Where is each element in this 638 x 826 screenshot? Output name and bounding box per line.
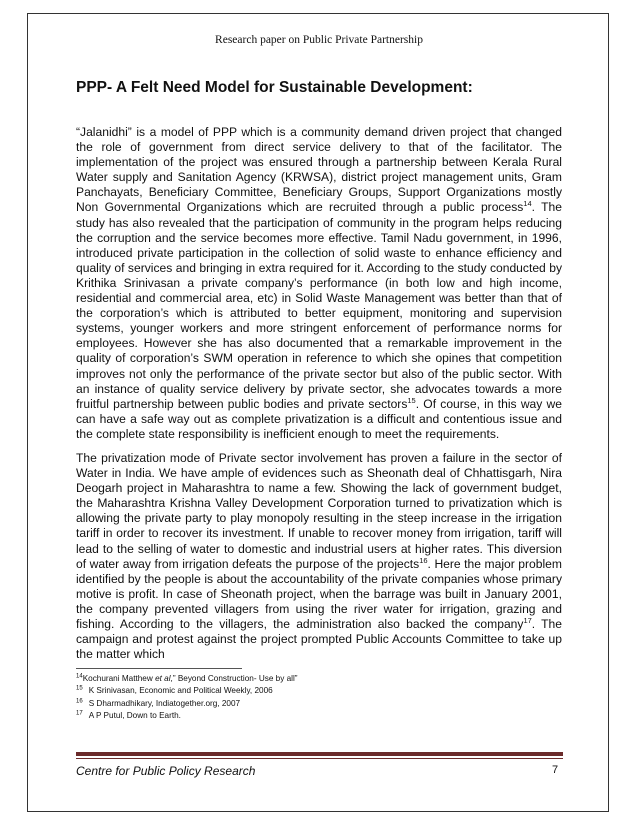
footer-organization: Centre for Public Policy Research	[76, 764, 256, 778]
footnote-15	[76, 685, 556, 697]
footnote-italic: et al	[155, 674, 171, 683]
paragraph-text: The privatization mode of Private sector involvement has proven a failure in the sector of Water in India. We have ample of evidences such as Sheonath deal of Chhattisgarh, Nira Deogarh project in Maharashtra to name a few. Showing the lack of government budget, the Maharashtra Krishna Valley Development Corporation turned to privatization which is allowing the private party to play monopoly resulting in the steep increase in the irrigation tariff in order to recover its investment. If unable to recover money from irrigation, tariff will lead to the selling of water to domestic and industrial users at higher rates. This diversion of water away from irrigation defeats the purpose of the projects	[76, 450, 562, 571]
footnote-number: 16	[76, 698, 83, 705]
footnote-text: K Srinivasan, Economic and Political Weekly, 2006	[88, 686, 273, 696]
footnote-divider	[76, 668, 242, 669]
footnote-ref[interactable]: 15	[407, 395, 416, 405]
footnote-17	[76, 710, 556, 722]
footnote-text: Kochurani Matthew	[82, 674, 156, 683]
paragraph-text: . The campaign and protest against the project prompted Public Accounts Committee to take up the matter which	[76, 617, 563, 662]
running-header: Research paper on Public Private Partnership	[215, 34, 423, 46]
paragraph-text: . Here the major problem identified by the people is about the accountability of the private companies whose primary motive is profit. In case of Sheonath project, when the barrage was built in January 2001, the company prevented villagers from using the river water for irrigation, grazing and fishing. According to the villagers, the administration also backed the company	[76, 556, 562, 631]
footnote-number: 15	[76, 685, 83, 692]
footnote-number: 14	[76, 673, 83, 680]
footnote-text: S Dharmadhikary, Indiatogether.org, 2007	[88, 698, 241, 708]
footnote-text: A P Putul, Down to Earth.	[88, 711, 181, 721]
paragraph-text: . Of course, in this way we can have a safe way out as complete privatization is a difficult and contentious issue and the complete state responsibility is inefficient enough to meet the requirements.	[76, 396, 562, 441]
footnote-number: 17	[76, 710, 83, 717]
footnote-14	[76, 673, 556, 685]
footer-rule	[76, 752, 563, 756]
paragraph-1	[76, 125, 562, 442]
body-text	[76, 125, 562, 671]
footnote-16	[76, 698, 556, 710]
section-title: PPP- A Felt Need Model for Sustainable Development:	[76, 79, 473, 96]
paragraph-text: “Jalanidhi” is a model of PPP which is a community demand driven project that changed the role of government from direct service delivery to that of the facilitator. The implementation of the project was ensured through a partnership between Kerala Rural Water supply and Sanitation Agency (KRWSA), district project management units, Gram Panchayats, Beneficiary Committee, Beneficiary Groups, Support Organizations mostly Non Governmental Organizations which are recruited through a public process	[76, 125, 562, 215]
page-number: 7	[552, 764, 559, 776]
paragraph-2	[76, 451, 562, 662]
footnote-ref[interactable]: 17	[523, 615, 532, 625]
footnote-ref[interactable]: 16	[419, 555, 428, 565]
paragraph-text: . The study has also revealed that the participation of community in the program helps reducing the corruption and the service becomes more effective. Tamil Nadu government, in 1996, introduced private participation in the collection of solid waste to enhance efficiency and quality of services and bringing in extra required for it. According to the study conducted by Krithika Srinivasan a private company’s performance (in both low and high income, residential and commercial area, etc) in Solid Waste Management was better than that of the corporation’s which is attributed to better equipment, monitoring and supervision systems, younger workers and more stringent enforcement of performance norms for employees. However she has also documented that a remarkable improvement in the quality of corporation’s SWM operation in reference to which she opines that competition improves not only the performance of the private sector but also of the public sector. With an instance of quality service delivery by private sector, she advocates towards a more fruitful partnership between public bodies and private sectors	[76, 200, 562, 411]
footnotes	[76, 673, 556, 723]
footnote-text: ,” Beyond Construction- Use by all”	[170, 674, 298, 683]
footnote-ref[interactable]: 14	[523, 199, 532, 209]
